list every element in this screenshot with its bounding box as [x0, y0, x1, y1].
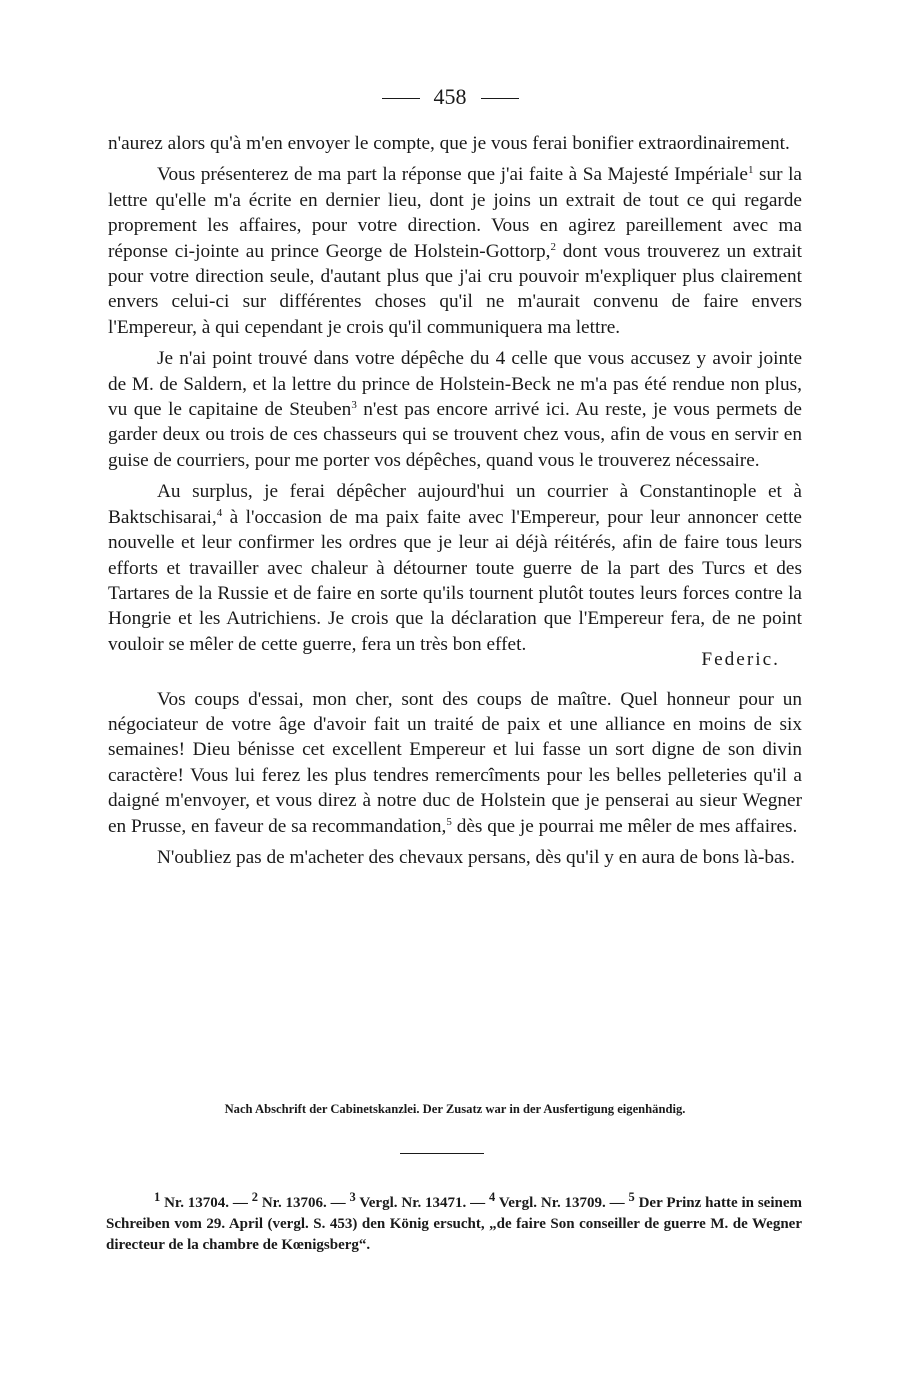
footnote-ref-4: 4 [216, 506, 223, 519]
footnote-num-4: 4 [489, 1190, 496, 1204]
footnote-3: Vergl. Nr. 13471. — [355, 1195, 489, 1211]
footnote-num-5: 5 [628, 1190, 635, 1204]
footnote-ref-1: 1 [747, 164, 754, 177]
source-note: Nach Abschrift der Cabinetskanzlei. Der Zusatz war in der Ausfertigung eigenhändig. [224, 1102, 686, 1116]
footnote-1: Nr. 13704. — [160, 1195, 252, 1211]
paragraph-3: Je n'ai point trouvé dans votre dépêche du 4 celle que vous accusez y avoir jointe de M. de Saldern, et la lettre du prince de Holstein-Beck ne m'a pas été rendue non plus, vu que le capitaine de Steuben$^3$ n'est pas encore arrivé ici. Au reste, je vous permets de garder deux ou trois de ces chasseurs qui se trouvent chez vous, afin de vous en servir en guise de courriers, pour me porter vos dépêches, quand vous le trouverez nécessaire. [108, 348, 802, 471]
paragraph-2: Vous présenterez de ma part la réponse que j'ai faite à Sa Majesté Impériale$^1$ sur la lettre qu'elle m'a écrite en dernier lieu, dont je joins un extrait de tout ce qui regarde proprement les affaires, pour votre direction. Vous en agirez pareillement avec ma réponse ci-jointe au prince George de Holstein-Gottorp,$^2$ dont vous trouverez un extrait pour votre direction seule, d'autant plus que j'ai cru pouvoir m'expliquer plus clairement envers celui-ci sur différentes choses qu'il ne m'aurait convenu de faire envers l'Empereur, à qui cependant je crois qu'il communiquera ma lettre. [108, 164, 802, 338]
page-header [0, 84, 900, 110]
footnote-ref-3: 3 [351, 399, 357, 412]
footnotes [106, 1187, 802, 1256]
letter-body [108, 131, 802, 870]
footnote-num-3: 3 [349, 1190, 356, 1204]
footnote-num-2: 2 [251, 1190, 258, 1204]
page-number: 458 [433, 84, 467, 109]
footnote-separator [400, 1153, 484, 1154]
footnote-5: Der Prinz hatte in seinem Schreiben vom 29. April (vergl. S. 453) den König ersucht, „de faire Son conseiller de guerre M. de Wegner directeur de la chambre de Kœnigsberg“. [106, 1195, 802, 1253]
footnote-2: Nr. 13706. — [258, 1195, 350, 1211]
paragraph-4: Au surplus, je ferai dépêcher aujourd'hui un courrier à Constantinople et à Baktschisarai,$^4$ à l'occasion de ma paix faite avec l'Empereur, pour leur annoncer cette nouvelle et leur confirmer les ordres que je leur ai déjà réitérés, afin de faire tous leurs efforts et travailler avec chaleur à détourner toute guerre de la part des Turcs et des Tartares de la Russie et de faire en sorte qu'ils tournent plutôt toutes leurs forces contre la Hongrie et les Autrichiens. Je crois que la déclaration que l'Empereur fera, de ne point vouloir se mêler de cette guerre, fera un très bon effet. [108, 481, 802, 655]
signature: Federic. [701, 649, 780, 671]
footnote-4: Vergl. Nr. 13709. — [495, 1195, 629, 1211]
paragraph-5-postscript: Vos coups d'essai, mon cher, sont des coups de maître. Quel honneur pour un négociateur de votre âge d'avoir fait un traité de paix et une alliance en moins de six semaines! Dieu bénisse cet excellent Empereur et lui fasse un sort digne de son divin caractère! Vous lui ferez les plus tendres remercîments pour les belles pelleteries qu'il a daigné m'envoyer, et vous direz à notre duc de Holstein que je penserai au sieur Wegner en Prusse, en faveur de sa recommandation,$^5$ dès que je pourrai me mêler de mes affaires. [108, 688, 802, 837]
header-rule-left [382, 98, 420, 99]
footnote-num-1: 1 [154, 1190, 161, 1204]
paragraph-1: n'aurez alors qu'à m'en envoyer le compte, que je vous ferai bonifier extraordinairement. [108, 133, 790, 154]
paragraph-6: N'oubliez pas de m'acheter des chevaux persans, dès qu'il y en aura de bons là-bas. [157, 846, 795, 868]
footnote-ref-5: 5 [446, 815, 452, 828]
header-rule-right [481, 98, 519, 99]
footnote-ref-2: 2 [550, 240, 556, 253]
